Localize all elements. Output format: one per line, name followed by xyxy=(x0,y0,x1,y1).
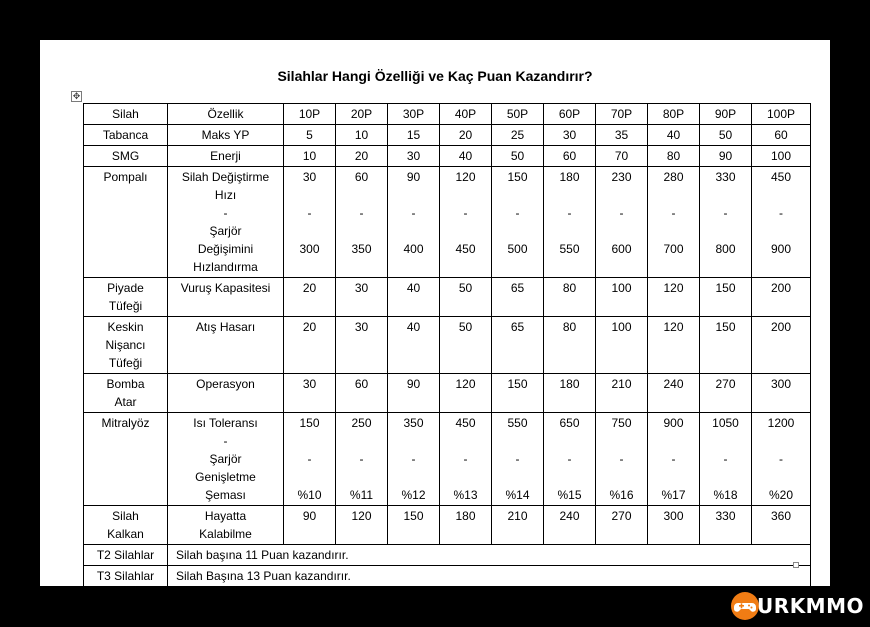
cell-line: 450 xyxy=(455,242,476,256)
header-cell: Özellik xyxy=(168,104,284,125)
value-cell: 120 xyxy=(336,506,388,545)
cell-line xyxy=(754,186,808,204)
weapon-cell xyxy=(84,278,168,317)
value-cell: 210 xyxy=(492,506,544,545)
cell-line xyxy=(442,468,489,486)
value-cell: 120 xyxy=(648,278,700,317)
weapons-table xyxy=(83,103,811,587)
cell-line: - xyxy=(567,452,572,466)
cell-line xyxy=(286,222,333,240)
value-cell: 100 xyxy=(752,146,811,167)
tier-row xyxy=(84,566,811,587)
table-row xyxy=(84,125,811,146)
cell-line: %10 xyxy=(297,488,322,502)
value-cell: 150 xyxy=(388,506,440,545)
value-cell: 270 xyxy=(700,374,752,413)
value-cell: 40 xyxy=(388,317,440,374)
feature-cell xyxy=(168,167,284,278)
value-cell: 10 xyxy=(336,125,388,146)
cell-line: 900 xyxy=(663,416,684,430)
cell-line: Şarjör xyxy=(209,452,242,466)
value-cell xyxy=(700,413,752,506)
value-cell xyxy=(700,167,752,278)
weapon-cell: Tabanca xyxy=(84,125,168,146)
cell-line xyxy=(494,432,541,450)
cell-line: Atar xyxy=(114,395,137,409)
cell-line xyxy=(598,222,645,240)
cell-line: 1200 xyxy=(767,416,795,430)
cell-line: %16 xyxy=(609,488,634,502)
tier-row xyxy=(84,545,811,566)
cell-line xyxy=(390,222,437,240)
table-resize-handle[interactable] xyxy=(793,562,799,568)
feature-cell xyxy=(168,413,284,506)
value-cell xyxy=(648,413,700,506)
value-cell: 120 xyxy=(648,317,700,374)
cell-line: - xyxy=(223,434,228,448)
value-cell: 90 xyxy=(388,374,440,413)
cell-line: - xyxy=(223,206,228,220)
cell-line: %12 xyxy=(401,488,426,502)
value-cell: 30 xyxy=(544,125,596,146)
cell-line: %11 xyxy=(349,488,374,502)
value-cell xyxy=(752,167,811,278)
value-cell: 210 xyxy=(596,374,648,413)
tier-label-cell: T2 Silahlar xyxy=(84,545,168,566)
table-row xyxy=(84,506,811,545)
cell-line xyxy=(650,432,697,450)
cell-line: Silah xyxy=(112,509,139,523)
feature-cell xyxy=(168,506,284,545)
cell-line: Genişletme xyxy=(195,470,256,484)
header-cell: 50P xyxy=(492,104,544,125)
cell-line xyxy=(286,432,333,450)
cell-line xyxy=(494,468,541,486)
value-cell xyxy=(284,167,336,278)
cell-line: 280 xyxy=(663,170,684,184)
value-cell: 10 xyxy=(284,146,336,167)
cell-line: Şarjör xyxy=(209,224,242,238)
value-cell: 240 xyxy=(648,374,700,413)
table-row xyxy=(84,146,811,167)
cell-line: 500 xyxy=(507,242,528,256)
value-cell: 60 xyxy=(544,146,596,167)
cell-line: Hayatta xyxy=(204,509,247,523)
weapon-cell: SMG xyxy=(84,146,168,167)
value-cell: 80 xyxy=(544,278,596,317)
value-cell: 20 xyxy=(284,317,336,374)
cell-line: Tüfeği xyxy=(108,356,143,370)
cell-line: 350 xyxy=(351,242,372,256)
cell-line: Keskin xyxy=(107,320,144,334)
cell-line: 550 xyxy=(559,242,580,256)
cell-line: 150 xyxy=(507,170,528,184)
cell-line: Hızı xyxy=(214,188,237,202)
tier-text-cell: Silah başına 11 Puan kazandırır. xyxy=(168,545,811,566)
cell-line xyxy=(546,468,593,486)
header-cell: Silah xyxy=(84,104,168,125)
value-cell: 20 xyxy=(336,146,388,167)
cell-line: - xyxy=(779,206,783,220)
cell-line: 230 xyxy=(611,170,632,184)
value-cell xyxy=(440,413,492,506)
cell-line: Değişimini xyxy=(197,242,254,256)
cell-line: 450 xyxy=(455,416,476,430)
cell-line: - xyxy=(671,206,676,220)
cell-line xyxy=(442,222,489,240)
value-cell xyxy=(544,167,596,278)
cell-line: 650 xyxy=(559,416,580,430)
header-cell: 100P xyxy=(752,104,811,125)
cell-line: Hızlandırma xyxy=(193,260,258,274)
value-cell: 60 xyxy=(336,374,388,413)
value-cell xyxy=(388,413,440,506)
cell-line xyxy=(494,186,541,204)
cell-line: 330 xyxy=(715,170,736,184)
document-page xyxy=(40,40,830,586)
value-cell: 360 xyxy=(752,506,811,545)
table-row xyxy=(84,278,811,317)
cell-line: 800 xyxy=(715,242,736,256)
cell-line: - xyxy=(411,206,416,220)
cell-line xyxy=(598,432,645,450)
value-cell: 65 xyxy=(492,278,544,317)
value-cell xyxy=(336,413,388,506)
cell-line xyxy=(286,186,333,204)
value-cell: 100 xyxy=(596,278,648,317)
value-cell: 270 xyxy=(596,506,648,545)
table-row xyxy=(84,167,811,278)
cell-line xyxy=(702,468,749,486)
cell-line xyxy=(702,222,749,240)
value-cell: 150 xyxy=(492,374,544,413)
table-row xyxy=(84,374,811,413)
site-logo xyxy=(729,589,864,623)
cell-line: 350 xyxy=(403,416,424,430)
value-cell: 240 xyxy=(544,506,596,545)
value-cell: 100 xyxy=(596,317,648,374)
header-cell: 70P xyxy=(596,104,648,125)
cell-line: 180 xyxy=(559,170,580,184)
cell-line xyxy=(390,432,437,450)
feature-cell: Vuruş Kapasitesi xyxy=(168,278,284,317)
logo-text: URKMMO xyxy=(757,594,864,618)
cell-line: 400 xyxy=(403,242,424,256)
cell-line: 700 xyxy=(663,242,684,256)
feature-cell: Enerji xyxy=(168,146,284,167)
cell-line xyxy=(754,432,808,450)
weapon-cell: Mitralyöz xyxy=(84,413,168,506)
cell-line: - xyxy=(515,452,520,466)
cell-line: Şeması xyxy=(205,488,246,502)
value-cell: 40 xyxy=(648,125,700,146)
cell-line: - xyxy=(307,452,312,466)
cell-line: 550 xyxy=(507,416,528,430)
value-cell: 40 xyxy=(388,278,440,317)
value-cell: 50 xyxy=(440,278,492,317)
value-cell: 80 xyxy=(544,317,596,374)
cell-line: Tüfeği xyxy=(108,299,143,313)
cell-line xyxy=(442,186,489,204)
cell-line: - xyxy=(307,206,312,220)
cell-line: 600 xyxy=(611,242,632,256)
cell-line: - xyxy=(723,452,728,466)
value-cell: 330 xyxy=(700,506,752,545)
cell-line xyxy=(650,186,697,204)
cell-line: - xyxy=(411,452,416,466)
value-cell: 90 xyxy=(284,506,336,545)
value-cell: 300 xyxy=(752,374,811,413)
cell-line: %13 xyxy=(453,488,478,502)
value-cell: 200 xyxy=(752,317,811,374)
cell-line xyxy=(702,186,749,204)
feature-cell: Atış Hasarı xyxy=(168,317,284,374)
value-cell xyxy=(752,413,811,506)
value-cell: 30 xyxy=(284,374,336,413)
cell-line xyxy=(754,468,808,486)
cell-line: Kalabilme xyxy=(199,527,252,541)
table-body xyxy=(84,104,811,587)
header-cell: 10P xyxy=(284,104,336,125)
header-cell: 80P xyxy=(648,104,700,125)
value-cell xyxy=(596,413,648,506)
value-cell: 50 xyxy=(700,125,752,146)
cell-line: %20 xyxy=(768,488,794,502)
cell-line xyxy=(546,432,593,450)
cell-line: Isı Toleransı xyxy=(193,416,258,430)
value-cell: 90 xyxy=(700,146,752,167)
feature-cell: Operasyon xyxy=(168,374,284,413)
value-cell xyxy=(336,167,388,278)
cell-line xyxy=(338,432,385,450)
value-cell: 15 xyxy=(388,125,440,146)
cell-line: - xyxy=(619,452,624,466)
cell-line: 30 xyxy=(302,170,317,184)
table-move-handle-icon[interactable]: ✥ xyxy=(72,91,81,101)
cell-line: %18 xyxy=(713,488,738,502)
weapon-cell xyxy=(84,506,168,545)
value-cell: 65 xyxy=(492,317,544,374)
value-cell: 180 xyxy=(544,374,596,413)
cell-line xyxy=(702,432,749,450)
header-cell: 90P xyxy=(700,104,752,125)
value-cell: 50 xyxy=(492,146,544,167)
cell-line: 60 xyxy=(354,170,369,184)
value-cell: 20 xyxy=(440,125,492,146)
cell-line: 900 xyxy=(770,242,792,256)
value-cell: 200 xyxy=(752,278,811,317)
table-header-row xyxy=(84,104,811,125)
cell-line: - xyxy=(671,452,676,466)
cell-line xyxy=(390,468,437,486)
value-cell: 30 xyxy=(336,317,388,374)
cell-line: - xyxy=(779,452,783,466)
value-cell: 150 xyxy=(700,278,752,317)
cell-line: 250 xyxy=(351,416,372,430)
weapon-cell: Pompalı xyxy=(84,167,168,278)
value-cell: 180 xyxy=(440,506,492,545)
value-cell: 60 xyxy=(752,125,811,146)
value-cell xyxy=(388,167,440,278)
value-cell: 50 xyxy=(440,317,492,374)
cell-line xyxy=(546,222,593,240)
cell-line xyxy=(338,186,385,204)
cell-line xyxy=(598,186,645,204)
cell-line: Bomba xyxy=(106,377,145,391)
cell-line: 450 xyxy=(770,170,792,184)
header-cell: 30P xyxy=(388,104,440,125)
weapon-cell xyxy=(84,317,168,374)
cell-line: Silah Değiştirme xyxy=(181,170,270,184)
value-cell: 70 xyxy=(596,146,648,167)
cell-line: - xyxy=(723,206,728,220)
value-cell: 30 xyxy=(388,146,440,167)
table-row xyxy=(84,317,811,374)
cell-line: - xyxy=(567,206,572,220)
value-cell: 150 xyxy=(700,317,752,374)
header-cell: 20P xyxy=(336,104,388,125)
cell-line: - xyxy=(463,452,468,466)
value-cell xyxy=(648,167,700,278)
cell-line xyxy=(650,222,697,240)
tier-text-cell: Silah Başına 13 Puan kazandırır. xyxy=(168,566,811,587)
cell-line xyxy=(650,468,697,486)
cell-line xyxy=(754,222,808,240)
value-cell: 5 xyxy=(284,125,336,146)
value-cell xyxy=(440,167,492,278)
cell-line: - xyxy=(359,206,364,220)
value-cell: 20 xyxy=(284,278,336,317)
cell-line: 300 xyxy=(299,242,320,256)
value-cell xyxy=(492,413,544,506)
cell-line xyxy=(286,468,333,486)
cell-line: %15 xyxy=(557,488,582,502)
cell-line xyxy=(442,432,489,450)
feature-cell: Maks YP xyxy=(168,125,284,146)
tier-label-cell: T3 Silahlar xyxy=(84,566,168,587)
value-cell: 40 xyxy=(440,146,492,167)
cell-line: Piyade xyxy=(107,281,144,295)
weapon-cell xyxy=(84,374,168,413)
cell-line xyxy=(338,468,385,486)
value-cell: 80 xyxy=(648,146,700,167)
value-cell xyxy=(284,413,336,506)
document-title: Silahlar Hangi Özelliği ve Kaç Puan Kazandırır? xyxy=(277,68,593,84)
cell-line: 90 xyxy=(406,170,421,184)
value-cell xyxy=(492,167,544,278)
cell-line xyxy=(390,186,437,204)
value-cell: 30 xyxy=(336,278,388,317)
cell-line: Kalkan xyxy=(107,527,144,541)
value-cell: 120 xyxy=(440,374,492,413)
cell-line xyxy=(598,468,645,486)
cell-line: %17 xyxy=(661,488,686,502)
cell-line xyxy=(338,222,385,240)
cell-line: - xyxy=(359,452,364,466)
cell-line: - xyxy=(515,206,520,220)
value-cell: 25 xyxy=(492,125,544,146)
value-cell xyxy=(596,167,648,278)
header-cell: 40P xyxy=(440,104,492,125)
cell-line: 1050 xyxy=(712,416,739,430)
cell-line: %14 xyxy=(505,488,530,502)
cell-line: 750 xyxy=(611,416,632,430)
value-cell: 35 xyxy=(596,125,648,146)
value-cell: 300 xyxy=(648,506,700,545)
table-row xyxy=(84,413,811,506)
value-cell xyxy=(544,413,596,506)
cell-line xyxy=(546,186,593,204)
cell-line xyxy=(494,222,541,240)
header-cell: 60P xyxy=(544,104,596,125)
cell-line: 120 xyxy=(455,170,476,184)
cell-line: - xyxy=(619,206,624,220)
cell-line: 150 xyxy=(299,416,320,430)
cell-line: - xyxy=(463,206,468,220)
cell-line: Nişancı xyxy=(105,338,146,352)
